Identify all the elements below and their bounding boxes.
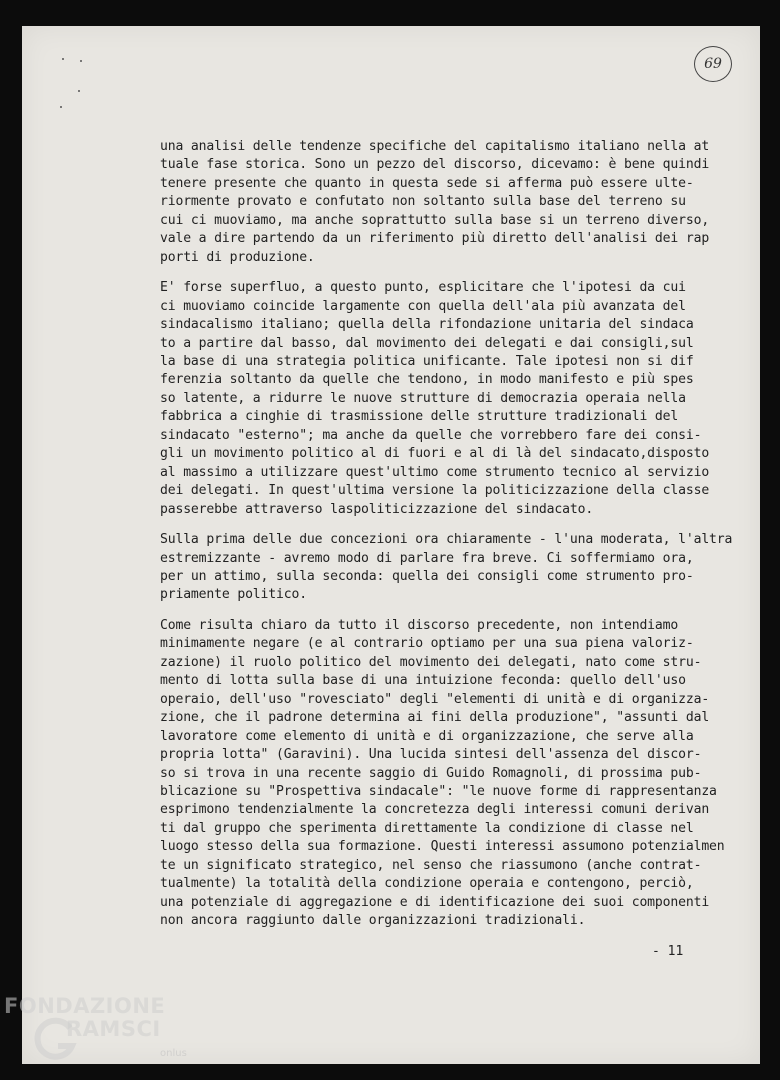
text-line: non ancora raggiunto dalle organizzazioni tradizionali. [160,913,586,929]
margin-mark [62,58,64,60]
text-line: so latente, a ridurre le nuove strutture di democrazia operaia nella [160,390,686,406]
page-number: - 11 [652,944,684,959]
document-page [22,26,760,1064]
folio-number: 69 [694,46,732,82]
text-line: te un significato strategico, nel senso che riassumono (anche contrat- [160,857,702,873]
text-line: al massimo a utilizzare quest'ultimo come strumento tecnico al servizio [160,464,710,480]
fondazione-gramsci-watermark [4,994,204,1074]
text-line: ferenzia soltanto da quelle che tendono, in modo manifesto e più spes [160,372,694,388]
margin-mark [80,60,82,62]
text-line: una potenziale di aggregazione e di identificazione dei suoi componenti [160,894,710,910]
text-line: esprimono tendenzialmente la concretezza degli interessi comuni derivan [160,802,710,818]
text-line: propria lotta" (Garavini). Una lucida sintesi dell'assenza del discor- [160,747,702,763]
watermark-line-2: RAMSCI [66,1017,161,1041]
text-line: tenere presente che quanto in questa sede si afferma può essere ulte- [160,175,694,191]
text-line: riormente provato e confutato non soltanto sulla base del terreno su [160,194,686,210]
text-line: gli un movimento politico al di fuori e al di là del sindacato,disposto [160,446,710,462]
text-line: E' forse superfluo, a questo punto, esplicitare che l'ipotesi da cui [160,280,686,296]
watermark-line-1: FONDAZIONE [4,994,166,1018]
text-line: lavoratore come elemento di unità e di organizzazione, che serve alla [160,728,694,744]
text-line: sindacalismo italiano; quella della rifondazione unitaria del sindaca [160,317,694,333]
text-line: sindacato "esterno"; ma anche da quelle che vorrebbero fare dei consi- [160,427,702,443]
text-line: Come risulta chiaro da tutto il discorso precedente, non intendiamo [160,617,679,633]
text-line: una analisi delle tendenze specifiche del capitalismo italiano nella at [160,139,710,154]
text-line: vale a dire partendo da un riferimento più diretto dell'analisi dei rap [160,231,710,247]
text-line: per un attimo, sulla seconda: quella dei consigli come strumento pro- [160,568,694,584]
typed-text-body [160,138,733,943]
text-line: operaio, dell'uso "rovesciato" degli "elementi di unità e di organizza- [160,691,710,707]
text-line: dei delegati. In quest'ultima versione la politicizzazione della classe [160,483,710,499]
text-line: passerebbe attraverso laspoliticizzazione del sindacato. [160,501,594,517]
margin-mark [78,90,80,92]
paragraph [160,531,733,605]
text-line: ti dal gruppo che sperimenta direttamente la condizione di classe nel [160,820,694,836]
text-line: la base di una strategia politica unificante. Tale ipotesi non si dif [160,353,694,369]
text-line: to a partire dal basso, dal movimento dei delegati e dai consigli,sul [160,335,694,351]
text-line: zazione) il ruolo politico del movimento dei delegati, nato come stru- [160,654,702,670]
text-line: tualmente) la totalità della condizione operaia e contengono, perciò, [160,876,694,892]
text-line: zione, che il padrone determina ai fini della produzione", "assunti dal [160,710,710,726]
paragraph [160,617,725,931]
text-line: ci muoviamo coincide largamente con quella dell'ala più avanzata del [160,298,686,314]
text-line: priamente politico. [160,587,307,603]
text-line: fabbrica a cinghie di trasmissione delle strutture tradizionali del [160,409,679,425]
paragraph [160,138,720,267]
text-line: tuale fase storica. Sono un pezzo del discorso, dicevamo: è bene quindi [160,157,710,173]
text-line: Sulla prima delle due concezioni ora chiaramente - l'una moderata, l'altra [160,532,733,548]
paragraph [160,279,720,519]
text-line: cui ci muoviamo, ma anche soprattutto sulla base si un terreno diverso, [160,212,710,228]
watermark-line-3: onlus [160,1048,187,1059]
text-line: mento di lotta sulla base di una intuizione feconda: quello dell'uso [160,673,686,689]
margin-mark [60,106,62,108]
text-line: so si trova in una recente saggio di Guido Romagnoli, di prossima pub- [160,765,702,781]
text-line: estremizzante - avremo modo di parlare fra breve. Ci soffermiamo ora, [160,550,694,566]
text-line: porti di produzione. [160,249,315,265]
text-line: blicazione su "Prospettiva sindacale": "le nuove forme di rappresentanza [160,783,717,799]
text-line: minimamente negare (e al contrario optiamo per una sua piena valoriz- [160,636,694,652]
text-line: luogo stesso della sua formazione. Questi interessi assumono potenzialmen [160,839,725,855]
